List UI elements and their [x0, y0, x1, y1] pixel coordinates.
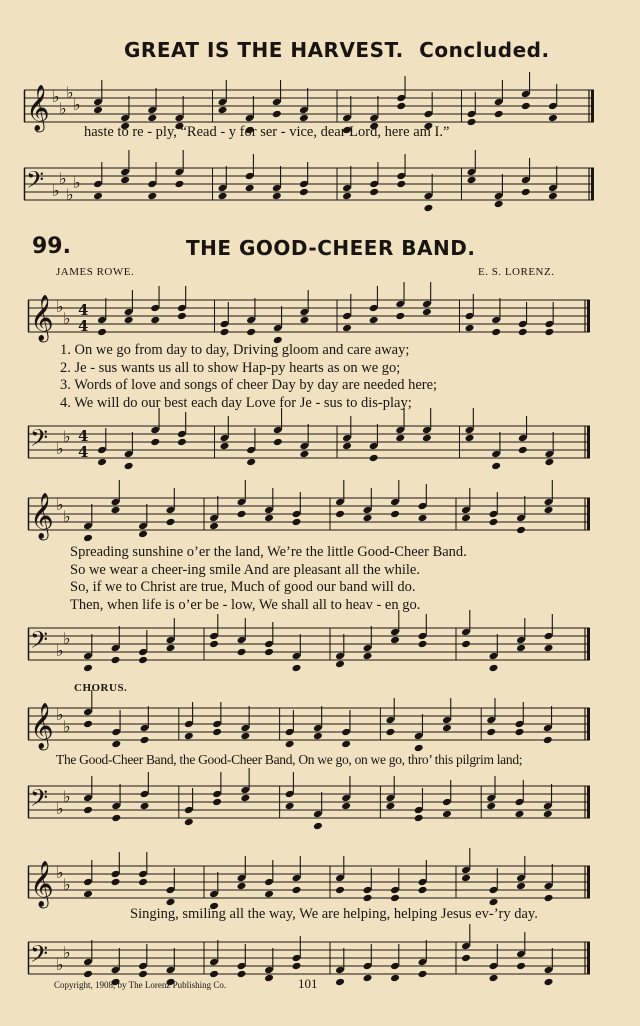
svg-text:4: 4 [78, 317, 89, 335]
svg-text:♭: ♭ [66, 185, 74, 204]
verse-2-line-a: 2. Je - sus wants us all to show Hap-py hearts as on we go; [60, 359, 401, 376]
hymn1-title: GREAT IS THE HARVEST. [124, 38, 404, 62]
verse-4-line-a: 4. We will do our best each day Love for Je - sus to dis-play; [60, 394, 412, 411]
system2-treble [28, 292, 590, 344]
svg-text:♭: ♭ [52, 181, 60, 200]
system3-bass [28, 620, 590, 672]
verse-1-line-b: Spreading sunshine o’er the land, We’re the little Good-Cheer Band. [70, 544, 467, 560]
svg-text:♭: ♭ [56, 297, 64, 316]
svg-text:♭: ♭ [63, 629, 71, 648]
copyright-notice: Copyright, 1908, by The Lorenz Publishing Co. [54, 980, 227, 990]
svg-text:♭: ♭ [63, 309, 71, 328]
svg-text:♭: ♭ [56, 641, 64, 660]
svg-text:♭: ♭ [56, 439, 64, 458]
svg-text:𝄢: 𝄢 [30, 424, 49, 457]
system4-bass [28, 778, 590, 830]
svg-text:𝄞: 𝄞 [30, 861, 54, 907]
svg-text:♭: ♭ [63, 787, 71, 806]
verse-1-line-a: 1. On we go from day to day, Driving gloom and care away; [60, 342, 410, 358]
verse-3-line-b: So, if we to Christ are true, Much of good our band will do. [70, 579, 416, 595]
hymn1-title-row [124, 38, 550, 62]
verses-block-b [70, 544, 467, 614]
system3-treble [28, 490, 590, 542]
hymn1-system-bass [24, 160, 594, 212]
verse-4-line-b: Then, when life is o’er be - low, We shall all to heav - en go. [70, 596, 421, 613]
svg-text:𝄞: 𝄞 [30, 295, 54, 341]
chorus-line-1: The Good-Cheer Band, the Good-Cheer Band, On we go, on we go, thro’ this pilgrim land; [56, 752, 523, 767]
svg-text:♭: ♭ [63, 427, 71, 446]
svg-text:♭: ♭ [63, 507, 71, 526]
svg-text:♭: ♭ [63, 875, 71, 894]
svg-text:♭: ♭ [63, 717, 71, 736]
verse-3-line-a: 3. Words of love and songs of cheer Day by day are needed here; [60, 377, 438, 393]
svg-text:♭: ♭ [59, 169, 67, 188]
chorus-label: CHORUS. [74, 682, 128, 694]
svg-text:♭: ♭ [56, 799, 64, 818]
svg-text:♭: ♭ [56, 863, 64, 882]
svg-text:♭: ♭ [73, 173, 81, 192]
svg-text:♭: ♭ [52, 87, 60, 106]
svg-text:𝄢: 𝄢 [30, 784, 49, 817]
svg-text:𝄢: 𝄢 [30, 626, 49, 659]
svg-text:4: 4 [78, 443, 89, 461]
hymn1-lyric: haste to re - ply, “Read - y for ser - vice, dear Lord, here am I.” [84, 124, 450, 140]
author-credit: JAMES ROWE. [56, 266, 135, 278]
svg-text:♭: ♭ [56, 955, 64, 974]
svg-text:4: 4 [78, 301, 89, 319]
svg-text:♭: ♭ [59, 99, 67, 118]
hymn1-subtitle: Concluded. [419, 38, 550, 62]
hymn2-title: THE GOOD-CHEER BAND. [186, 236, 476, 260]
svg-text:♭: ♭ [63, 943, 71, 962]
verses-block-a [60, 342, 437, 412]
chorus-line-2: Singing, smiling all the way, We are helping, helping Jesus ev-’ry day. [130, 906, 538, 922]
system4-treble [28, 700, 590, 752]
svg-text:4: 4 [78, 427, 89, 445]
svg-text:𝄞: 𝄞 [30, 703, 54, 749]
svg-text:♭: ♭ [56, 495, 64, 514]
svg-text:𝄞: 𝄞 [30, 493, 54, 539]
svg-text:♭: ♭ [66, 83, 74, 102]
svg-text:♭: ♭ [73, 95, 81, 114]
composer-credit: E. S. LORENZ. [478, 266, 555, 278]
verse-2-line-b: So we wear a cheer-ing smile And are pleasant all the while. [70, 561, 420, 578]
system2-bass [28, 418, 590, 470]
svg-text:𝄢: 𝄢 [26, 166, 45, 199]
svg-text:𝄢: 𝄢 [30, 940, 49, 973]
svg-text:♭: ♭ [56, 705, 64, 724]
hymn-number: 99. [32, 234, 71, 259]
page-number: 101 [298, 976, 318, 991]
svg-text:𝄞: 𝄞 [26, 85, 50, 131]
system5-treble [28, 858, 590, 910]
